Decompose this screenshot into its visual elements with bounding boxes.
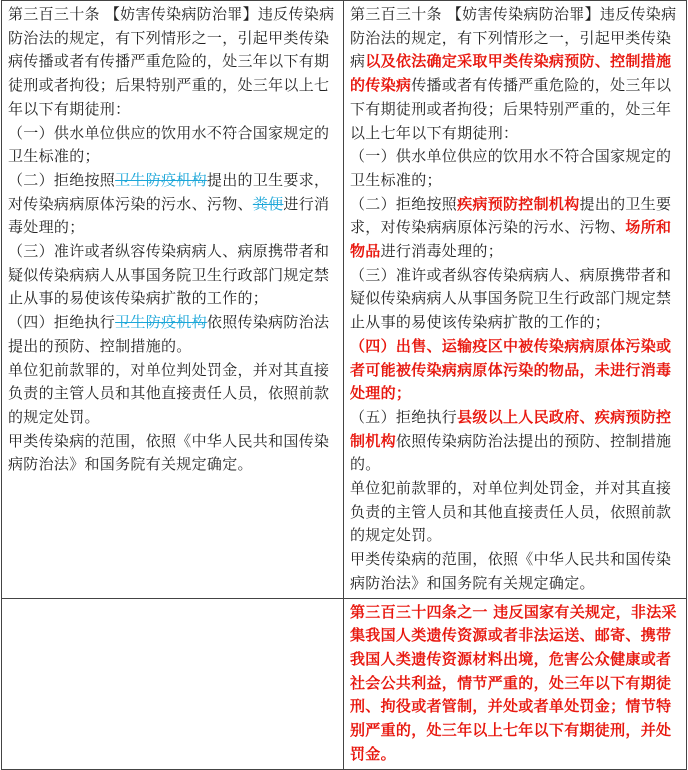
- inserted-text: 疾病预防控制机构: [457, 194, 580, 213]
- empty-old-cell: [2, 598, 344, 769]
- table-row: [2, 1, 687, 599]
- inserted-text: 县级以上人民政府、疾病预防控制机构: [350, 407, 672, 450]
- table-row: [2, 598, 687, 769]
- new-article-334-1-cell: [344, 598, 687, 769]
- deleted-text: 卫生防疫机构: [115, 170, 207, 189]
- old-article-heading: 第三百三十条 【妨害传染病防治罪】违反传染病防治法的规定，有下列情形之一，引起甲类传染病传播或者有传播严重危险的，处三年以下有期徒刑或者拘役；后果特别严重的，处三年以上七年以下有期徒刑：: [8, 5, 335, 118]
- new-scope-note: 甲类传染病的范围，依照《中华人民共和国传染病防治法》和国务院有关规定确定。: [350, 550, 672, 592]
- old-item-3: （三）准许或者纵容传染病病人、病原携带者和疑似传染病病人从事国务院卫生行政部门规定禁止从事的易使该传染病扩散的工作的；: [8, 242, 330, 308]
- old-scope-note: 甲类传染病的范围，依照《中华人民共和国传染病防治法》和国务院有关规定确定。: [8, 431, 330, 474]
- new-item-1: （一）供水单位供应的饮用水不符合国家规定的卫生标准的；: [350, 147, 672, 189]
- inserted-text: 场所和物品: [350, 218, 672, 261]
- old-unit-penalty: 单位犯前款罪的，对单位判处罚金，并对其直接负责的主管人员和其他直接责任人员，依照前款的规定处罚。: [8, 360, 330, 426]
- new-item-4-inserted: （四）出售、运输疫区中被传染病病原体污染或者可能被传染病病原体污染的物品，未进行消毒处理的；: [350, 336, 672, 403]
- new-article-334-1-text: 第三百三十四条之一 违反国家有关规定，非法采集我国人类遗传资源或者非法运送、邮寄、携带我国人类遗传资源材料出境，危害公众健康或者社会公共利益，情节严重的，处三年以下有期徒刑、拘役或者管制，并处或者单处罚金；情节特别严重的，处三年以上七年以下有期徒刑，并处罚金。: [350, 602, 677, 763]
- old-item-2: （二）拒绝按照卫生防疫机构提出的卫生要求，对传染病病原体污染的污水、污物、粪便进行消毒处理的；: [8, 170, 330, 237]
- law-comparison-table: [1, 0, 687, 770]
- old-item-4: （四）拒绝执行卫生防疫机构依照传染病防治法提出的预防、控制措施的。: [8, 313, 330, 355]
- deleted-text: 粪便: [252, 194, 284, 213]
- new-article-heading: 第三百三十条 【妨害传染病防治罪】违反传染病防治法的规定，有下列情形之一，引起甲类传染病以及依法确定采取甲类传染病预防、控制措施的传染病传播或者有传播严重危险的，处三年以下有期徒刑或者拘役；后果特别严重的，处三年以上七年以下有期徒刑：: [350, 5, 677, 142]
- inserted-text: 以及依法确定采取甲类传染病预防、控制措施的传染病: [350, 52, 672, 95]
- new-item-3: （三）准许或者纵容传染病病人、病原携带者和疑似传染病病人从事国务院卫生行政部门规定禁止从事的易使该传染病扩散的工作的；: [350, 265, 672, 332]
- new-item-5: （五）拒绝执行县级以上人民政府、疾病预防控制机构依照传染病防治法提出的预防、控制措施的。: [350, 407, 672, 474]
- old-item-1: （一）供水单位供应的饮用水不符合国家规定的卫生标准的；: [8, 123, 330, 166]
- new-item-2: （二）拒绝按照疾病预防控制机构提出的卫生要求，对传染病病原体污染的污水、污物、场所和物品进行消毒处理的；: [350, 194, 672, 261]
- new-unit-penalty: 单位犯前款罪的，对单位判处罚金，并对其直接负责的主管人员和其他直接责任人员，依照前款的规定处罚。: [350, 479, 672, 545]
- old-article-330-cell: [2, 1, 344, 599]
- new-article-330-cell: [344, 1, 687, 599]
- deleted-text: 卫生防疫机构: [115, 313, 207, 332]
